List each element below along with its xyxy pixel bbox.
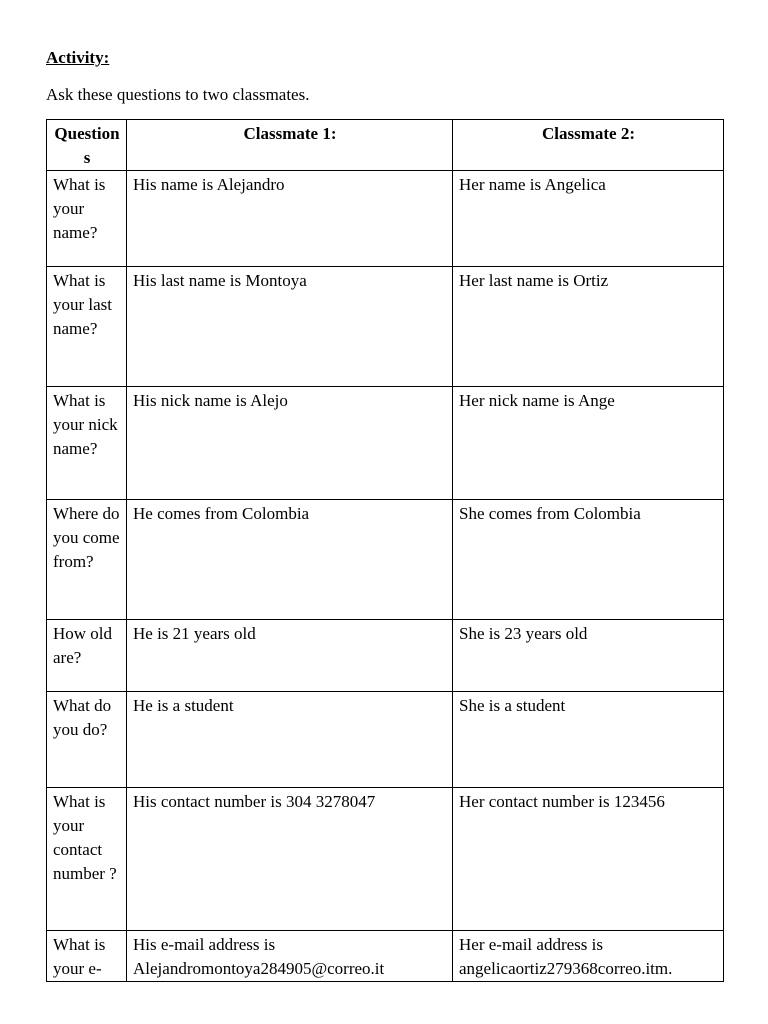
questions-table [46, 119, 724, 982]
table-row [47, 500, 724, 620]
classmate-2-answer: She is 23 years old [453, 620, 724, 692]
header-classmate-2: Classmate 2: [453, 120, 724, 171]
table-row [47, 692, 724, 788]
table-row [47, 931, 724, 982]
table-row [47, 788, 724, 931]
classmate-2-answer: Her last name is Ortiz [453, 267, 724, 387]
table-header-row [47, 120, 724, 171]
classmate-1-answer: His last name is Montoya [127, 267, 453, 387]
activity-heading: Activity: [46, 48, 110, 67]
question-cell: How old are? [47, 620, 127, 692]
classmate-1-answer: His name is Alejandro [127, 171, 453, 267]
instruction-text: Ask these questions to two classmates. [46, 85, 310, 104]
table-row [47, 267, 724, 387]
header-classmate-1: Classmate 1: [127, 120, 453, 171]
classmate-1-answer: His contact number is 304 3278047 [127, 788, 453, 931]
question-cell: Where do you come from? [47, 500, 127, 620]
classmate-1-answer: He is 21 years old [127, 620, 453, 692]
table-row [47, 171, 724, 267]
header-questions: Questions [47, 120, 127, 171]
table-row [47, 387, 724, 500]
classmate-2-answer: She is a student [453, 692, 724, 788]
question-cell: What is your last name? [47, 267, 127, 387]
classmate-2-answer: Her nick name is Ange [453, 387, 724, 500]
classmate-2-answer: Her e-mail address is angelicaortiz279368correo.itm. [453, 931, 724, 982]
question-cell: What is your name? [47, 171, 127, 267]
classmate-1-answer: His e-mail address is Alejandromontoya284905@correo.it [127, 931, 453, 982]
question-cell: What is your nick name? [47, 387, 127, 500]
table-row [47, 620, 724, 692]
classmate-2-answer: She comes from Colombia [453, 500, 724, 620]
classmate-1-answer: His nick name is Alejo [127, 387, 453, 500]
classmate-2-answer: Her contact number is 123456 [453, 788, 724, 931]
classmate-2-answer: Her name is Angelica [453, 171, 724, 267]
question-cell: What do you do? [47, 692, 127, 788]
classmate-1-answer: He is a student [127, 692, 453, 788]
question-cell: What is your contact number ? [47, 788, 127, 931]
question-cell: What is your e- [47, 931, 127, 982]
classmate-1-answer: He comes from Colombia [127, 500, 453, 620]
